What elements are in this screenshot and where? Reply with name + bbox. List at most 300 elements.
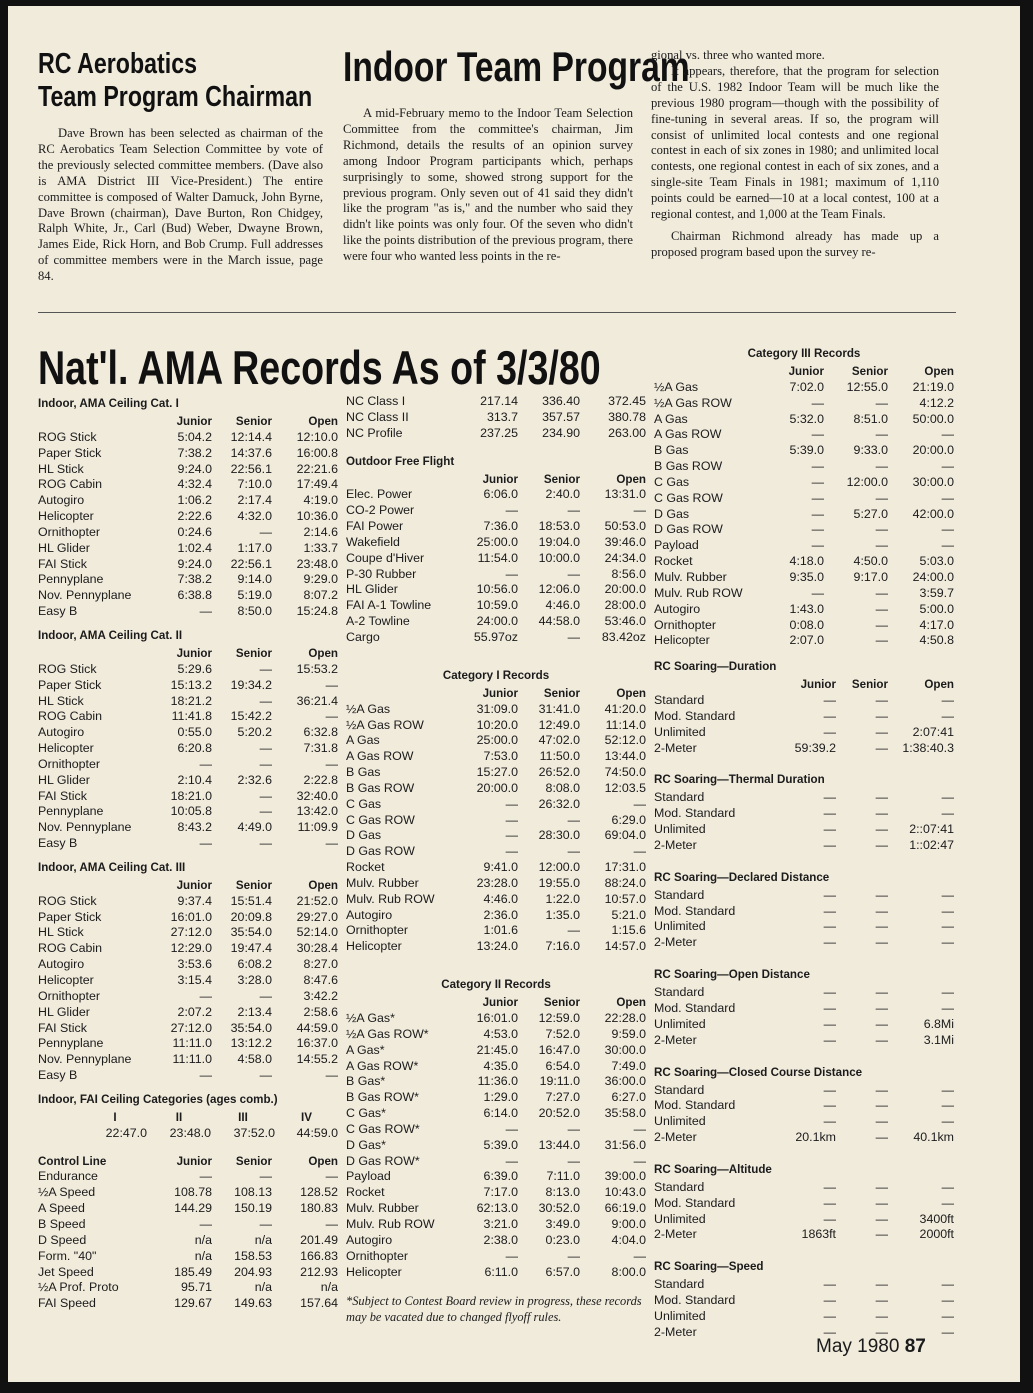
record-value: 2:38.0 [483, 1232, 518, 1247]
record-value: 9:33.0 [853, 443, 888, 458]
table-row [38, 725, 338, 741]
record-value: — [325, 1216, 338, 1231]
record-value: — [823, 806, 836, 821]
record-event: Mulv. Rubber [654, 569, 727, 584]
record-event: Standard [654, 693, 705, 708]
record-value: 9:24.0 [177, 556, 212, 571]
fai-col-header: II [175, 1110, 183, 1124]
table-row [38, 1280, 338, 1296]
record-value: 39:00.0 [604, 1169, 646, 1184]
col-header-open: Open [924, 678, 954, 692]
fai-value: 23:48.0 [169, 1125, 211, 1140]
table-row [346, 765, 646, 781]
table-row [346, 1201, 646, 1217]
fai-value: 44:59.0 [296, 1125, 338, 1140]
table-row [346, 892, 646, 908]
nc-records-table [346, 394, 646, 442]
record-value: 1:43.0 [789, 601, 824, 616]
record-event: Pennyplane [38, 804, 104, 819]
record-value: — [941, 1277, 954, 1292]
rc-soaring-3-section [654, 965, 954, 1048]
table-row [654, 443, 954, 459]
record-value: 12:06.0 [538, 582, 580, 597]
record-value: 0:23.0 [545, 1232, 580, 1247]
record-value: 6.8Mi [923, 1016, 954, 1031]
record-value: 16:47.0 [538, 1042, 580, 1057]
record-value: — [811, 585, 824, 600]
col-header-junior: Junior [176, 878, 212, 892]
table-row [654, 985, 954, 1001]
table-row [38, 894, 338, 910]
table-row [38, 1021, 338, 1037]
table-row [346, 1027, 646, 1043]
rc-soaring-1-section [654, 770, 954, 853]
record-event: Ornithopter [654, 617, 716, 632]
table-row [38, 941, 338, 957]
record-value: 23:28.0 [476, 875, 518, 890]
record-value: — [325, 709, 338, 724]
record-event: Mod. Standard [654, 1195, 736, 1210]
record-event: 2-Meter [654, 1032, 697, 1047]
table-row [38, 1036, 338, 1052]
record-value: — [823, 1032, 836, 1047]
record-value: 13:44.0 [538, 1137, 580, 1152]
table-row [346, 1011, 646, 1027]
record-event: Autogiro [346, 1232, 393, 1247]
record-value: — [259, 741, 272, 756]
record-value: 2:10.4 [177, 772, 212, 787]
record-value: 8:13.0 [545, 1185, 580, 1200]
record-value: 6:54.0 [545, 1058, 580, 1073]
record-value: 7:11.0 [546, 1169, 580, 1184]
record-value: 0:08.0 [789, 617, 824, 632]
record-value: 7:53.0 [483, 749, 518, 764]
record-value: 11:41.8 [171, 709, 212, 724]
record-value: — [199, 1216, 212, 1231]
table-row [346, 1090, 646, 1106]
table-row [38, 1233, 338, 1249]
table-row [346, 1265, 646, 1281]
record-value: 12:14.4 [230, 429, 272, 444]
record-event: Mod. Standard [654, 903, 736, 918]
record-value: 27:12.0 [170, 1020, 212, 1035]
record-event: A Gas [654, 411, 688, 426]
record-event: Rocket [346, 1185, 385, 1200]
record-value: 5:20.2 [237, 725, 272, 740]
record-value: 3.1Mi [923, 1032, 954, 1047]
record-event: 2-Meter [654, 935, 697, 950]
table-row [38, 1249, 338, 1265]
magazine-page [8, 6, 1020, 1382]
record-value: — [823, 985, 836, 1000]
record-value: 20:09.8 [230, 909, 272, 924]
column-1 [38, 394, 338, 1312]
record-value: — [567, 629, 580, 644]
table-row [346, 551, 646, 567]
record-value: 22:28.0 [604, 1011, 646, 1025]
continued-p2: It appears, therefore, that the program for selection of the U.S. 1982 Indoor Team will be much like the previous 1980 program—though with the possibility of fine-tuning in several areas. If so, the program will consist of unlimited local contests and one regional contest in each of six zones in 1980; and unlimited local contests, one regional contest in each of six zones, and a single-site Team Finals in 1981; maximum of 1,110 points could be earned—10 at a local contest, 100 at a regional contest, and 1,000 at the Team Finals. [651, 63, 939, 222]
table-row [654, 412, 954, 428]
record-value: 2:14.6 [303, 524, 338, 539]
record-value: — [823, 1277, 836, 1292]
record-value: 69:04.0 [604, 828, 646, 843]
category-2-title: Category II Records [441, 978, 551, 992]
record-value: 7:10.0 [237, 477, 272, 492]
record-value: 66:19.0 [604, 1201, 646, 1216]
record-value: 2:13.4 [237, 1004, 272, 1019]
record-event: HL Glider [38, 772, 90, 787]
ceiling-cat2-table [38, 646, 338, 852]
record-value: 19:04.0 [538, 534, 580, 549]
col-header-junior: Junior [800, 678, 836, 692]
record-event: 2-Meter [654, 837, 697, 852]
table-row [38, 1052, 338, 1068]
rc-soaring-4-section [654, 1063, 954, 1146]
record-event: Mulv. Rub ROW [654, 585, 743, 600]
table-row [38, 957, 338, 973]
record-value: 22:56.1 [230, 461, 272, 476]
record-event: B Gas ROW* [346, 1090, 419, 1105]
record-value: — [941, 427, 954, 442]
record-event: P-30 Rubber [346, 566, 417, 581]
record-value: — [505, 844, 518, 859]
record-value: — [875, 1308, 888, 1323]
table-row [346, 630, 646, 646]
record-value: — [941, 522, 954, 537]
fai-ceiling-section [38, 1090, 338, 1142]
table-row [38, 925, 338, 941]
record-value: 21:19.0 [912, 379, 954, 394]
record-value: — [823, 1324, 836, 1339]
record-event: Cargo [346, 629, 380, 644]
record-event: FAI Stick [38, 788, 87, 803]
record-value: — [875, 1195, 888, 1210]
record-value: 10:59.0 [476, 598, 518, 613]
rc-soaring-0-section [654, 657, 954, 756]
record-event: Easy B [38, 1068, 78, 1083]
table-row [38, 525, 338, 541]
record-event: Ornithopter [38, 988, 100, 1003]
record-value: 25:00.0 [476, 733, 518, 748]
record-value: 150.19 [234, 1201, 272, 1216]
record-event: Helicopter [38, 509, 94, 524]
record-value: 3:59.7 [919, 585, 954, 600]
record-value: 1:22.0 [545, 891, 580, 906]
table-row [346, 567, 646, 583]
record-event: ROG Stick [38, 893, 97, 908]
record-value: 10:05.8 [170, 804, 212, 819]
record-event: Form. "40" [38, 1248, 97, 1263]
record-event: Unlimited [654, 1114, 706, 1129]
outdoor-free-flight-section [346, 452, 646, 646]
record-event: Mod. Standard [654, 1293, 736, 1308]
record-value: — [875, 1277, 888, 1292]
continued-p3: Chairman Richmond already has made up a proposed program based upon the survey re- [651, 228, 939, 259]
record-value: 16:00.8 [296, 445, 338, 460]
nc-records-section [346, 394, 646, 442]
record-value: 55.97oz [473, 629, 518, 644]
table-row [346, 535, 646, 551]
record-value: 6:29.0 [611, 812, 646, 827]
record-event: ROG Stick [38, 661, 97, 676]
record-value: 6:14.0 [483, 1106, 518, 1121]
table-row [38, 1296, 338, 1312]
record-value: 15:51.4 [230, 893, 272, 908]
column-3 [654, 344, 954, 1341]
record-value: 10:00.0 [538, 550, 580, 565]
record-value: — [259, 524, 272, 539]
table-row [346, 923, 646, 939]
record-value: 28:30.0 [538, 828, 580, 843]
rc-soaring-0-title: RC Soaring—Duration [654, 660, 777, 674]
record-value: — [875, 935, 888, 950]
col-header-open: Open [308, 646, 338, 660]
record-value: 1:33.7 [303, 540, 338, 555]
record-value: — [875, 708, 888, 723]
control-line-title: Control Line [38, 1154, 107, 1168]
table-row [38, 820, 338, 836]
table-row [654, 790, 954, 806]
record-event: A Speed [38, 1201, 85, 1216]
ceiling-cat1-section [38, 394, 338, 620]
record-value: 15:53.2 [296, 661, 338, 676]
record-value: 2:07.0 [789, 633, 824, 648]
record-event: 2-Meter [654, 1130, 697, 1145]
record-value: — [259, 804, 272, 819]
table-row [654, 1309, 954, 1325]
table-row [346, 876, 646, 892]
table-row [654, 380, 954, 396]
fai-ceiling-title: Indoor, FAI Ceiling Categories (ages comb.) [38, 1092, 278, 1106]
record-value: — [941, 935, 954, 950]
record-event: NC Class II [346, 409, 409, 424]
record-value: 35:58.0 [604, 1106, 646, 1121]
record-value: 108.13 [234, 1185, 272, 1200]
record-value: — [811, 522, 824, 537]
record-event: Elec. Power [346, 487, 413, 502]
record-value: 13:44.0 [604, 749, 646, 764]
record-value: — [823, 1114, 836, 1129]
record-value: 7:36.0 [483, 519, 518, 534]
record-value: 158.53 [234, 1248, 272, 1263]
record-value: — [567, 844, 580, 859]
record-value: 40.1km [913, 1130, 954, 1145]
record-value: — [567, 812, 580, 827]
fai-col-header: I [113, 1110, 117, 1124]
record-value: 20:00.0 [476, 780, 518, 795]
record-value: — [875, 459, 888, 474]
record-value: 15:27.0 [476, 765, 518, 780]
record-value: — [811, 490, 824, 505]
record-value: — [505, 1248, 518, 1263]
record-event: ½A Gas ROW [346, 717, 424, 732]
record-value: 22:21.6 [296, 461, 338, 476]
rc-aerobatics-article [38, 48, 323, 285]
record-value: — [823, 1016, 836, 1031]
record-value: 8:00.0 [611, 1264, 646, 1279]
record-value: 10:43.0 [604, 1185, 646, 1200]
record-event: C Gas [346, 796, 382, 811]
table-row [346, 1138, 646, 1154]
record-value: 21:45.0 [476, 1042, 518, 1057]
table-row [654, 1114, 954, 1130]
record-event: Helicopter [346, 939, 402, 954]
record-value: — [567, 1121, 580, 1136]
record-value: 9:37.4 [177, 893, 212, 908]
record-value: — [811, 395, 824, 410]
record-value: — [875, 490, 888, 505]
rc-soaring-2-table [654, 888, 954, 951]
record-value: — [505, 796, 518, 811]
table-row [346, 718, 646, 734]
record-event: FAI A-1 Towline [346, 598, 432, 613]
record-value: 17:31.0 [604, 860, 646, 875]
record-value: 3:21.0 [483, 1216, 518, 1231]
record-event: C Gas ROW* [346, 1121, 420, 1136]
record-value: n/a [254, 1232, 272, 1247]
record-value: 3:15.4 [177, 973, 212, 987]
record-value: 44:59.0 [296, 1020, 338, 1035]
table-row [654, 522, 954, 538]
record-value: 5:39.0 [789, 443, 824, 458]
record-value: — [199, 604, 212, 619]
record-value: — [875, 985, 888, 1000]
record-value: — [823, 935, 836, 950]
table-row [38, 493, 338, 509]
record-value: 21:52.0 [296, 893, 338, 908]
record-event: Ornithopter [38, 756, 100, 771]
rc-aerobatics-title-line1: RC Aerobatics [38, 48, 198, 80]
record-event: Unlimited [654, 822, 706, 837]
record-event: Helicopter [38, 973, 94, 987]
record-value: — [823, 724, 836, 739]
record-event: HL Glider [38, 540, 90, 555]
rc-soaring-6-section [654, 1257, 954, 1340]
record-value: — [875, 790, 888, 805]
record-value: — [875, 919, 888, 934]
record-event: Unlimited [654, 1308, 706, 1323]
record-value: 1:17.0 [237, 540, 272, 555]
record-value: 108.78 [174, 1185, 212, 1200]
table-row [654, 806, 954, 822]
table-row [346, 582, 646, 598]
record-value: 6:08.2 [237, 957, 272, 972]
indoor-team-article [343, 43, 690, 265]
record-value: 30:00.0 [604, 1042, 646, 1057]
record-value: — [823, 1308, 836, 1323]
record-event: B Gas [654, 443, 689, 458]
record-value: — [823, 1195, 836, 1210]
record-value: 20:00.0 [604, 582, 646, 597]
record-value: 4:35.0 [483, 1058, 518, 1073]
col-header-senior: Senior [543, 472, 580, 486]
record-event: ½A Gas ROW* [346, 1026, 429, 1041]
record-value: 6:20.8 [177, 741, 212, 756]
record-value: — [259, 788, 272, 803]
record-value: 18:21.0 [170, 788, 212, 803]
record-value: 31:09.0 [476, 701, 518, 716]
record-event: ½A Speed [38, 1185, 96, 1200]
record-value: 1:01.6 [483, 923, 518, 938]
col-header-senior: Senior [851, 678, 888, 692]
record-value: — [505, 812, 518, 827]
record-event: Mod. Standard [654, 806, 736, 821]
fai-col-header: IV [301, 1110, 312, 1124]
record-value: — [875, 1001, 888, 1015]
record-value: — [875, 1082, 888, 1097]
record-value: — [823, 1211, 836, 1226]
record-value: 8:50.0 [237, 604, 272, 619]
table-row [38, 678, 338, 694]
record-event: D Gas [346, 828, 382, 843]
record-value: — [875, 837, 888, 852]
col-header-junior: Junior [176, 1154, 212, 1168]
table-row [346, 519, 646, 535]
record-value: 41:20.0 [604, 701, 646, 716]
rc-soaring-6-table [654, 1277, 954, 1340]
record-value: — [823, 708, 836, 723]
record-value: 24:34.0 [604, 550, 646, 565]
record-value: 50:53.0 [604, 519, 646, 534]
record-value: — [505, 566, 518, 581]
record-value: 9:29.0 [303, 572, 338, 587]
record-value: — [823, 822, 836, 837]
record-event: Ornithopter [38, 524, 100, 539]
table-row [346, 1106, 646, 1122]
record-event: D Gas [654, 506, 690, 521]
record-value: 12:49.0 [538, 717, 580, 732]
record-value: 1:35.0 [545, 907, 580, 922]
record-value: 313.7 [486, 409, 518, 424]
record-event: Ornithopter [346, 1248, 408, 1263]
record-value: — [259, 988, 272, 1003]
record-value: 11:54.0 [477, 550, 518, 565]
record-value: — [941, 459, 954, 474]
record-value: 212.93 [300, 1264, 338, 1279]
record-event: ROG Cabin [38, 709, 103, 724]
record-value: 9:17.0 [853, 569, 888, 584]
ceiling-cat3-title: Indoor, AMA Ceiling Cat. III [38, 860, 186, 874]
record-value: 20:00.0 [912, 443, 954, 458]
record-value: — [633, 1153, 646, 1168]
record-value: 13:42.0 [296, 804, 338, 819]
table-row [654, 507, 954, 523]
record-value: 1:29.0 [483, 1090, 518, 1105]
record-value: — [875, 1032, 888, 1047]
rc-soaring-4-table [654, 1083, 954, 1146]
record-value: — [875, 724, 888, 739]
record-value: 36:00.0 [604, 1074, 646, 1089]
record-event: HL Stick [38, 925, 84, 940]
col-header-open: Open [616, 472, 646, 486]
record-event: Autogiro [654, 601, 701, 616]
record-value: — [941, 1293, 954, 1308]
record-value: — [875, 617, 888, 632]
section-divider [38, 312, 956, 313]
table-row [654, 888, 954, 904]
record-event: Coupe d'Hiver [346, 550, 425, 565]
record-value: 19:34.2 [230, 677, 272, 692]
fai-value: 37:52.0 [233, 1125, 275, 1140]
record-value: 4:32.4 [177, 477, 212, 492]
table-row [346, 598, 646, 614]
table-row [38, 910, 338, 926]
record-event: Unlimited [654, 1211, 706, 1226]
record-value: 1863ft [801, 1227, 836, 1242]
record-event: Helicopter [346, 1264, 402, 1279]
record-value: 5:29.6 [177, 661, 212, 676]
rc-soaring-5-title: RC Soaring—Altitude [654, 1162, 772, 1176]
